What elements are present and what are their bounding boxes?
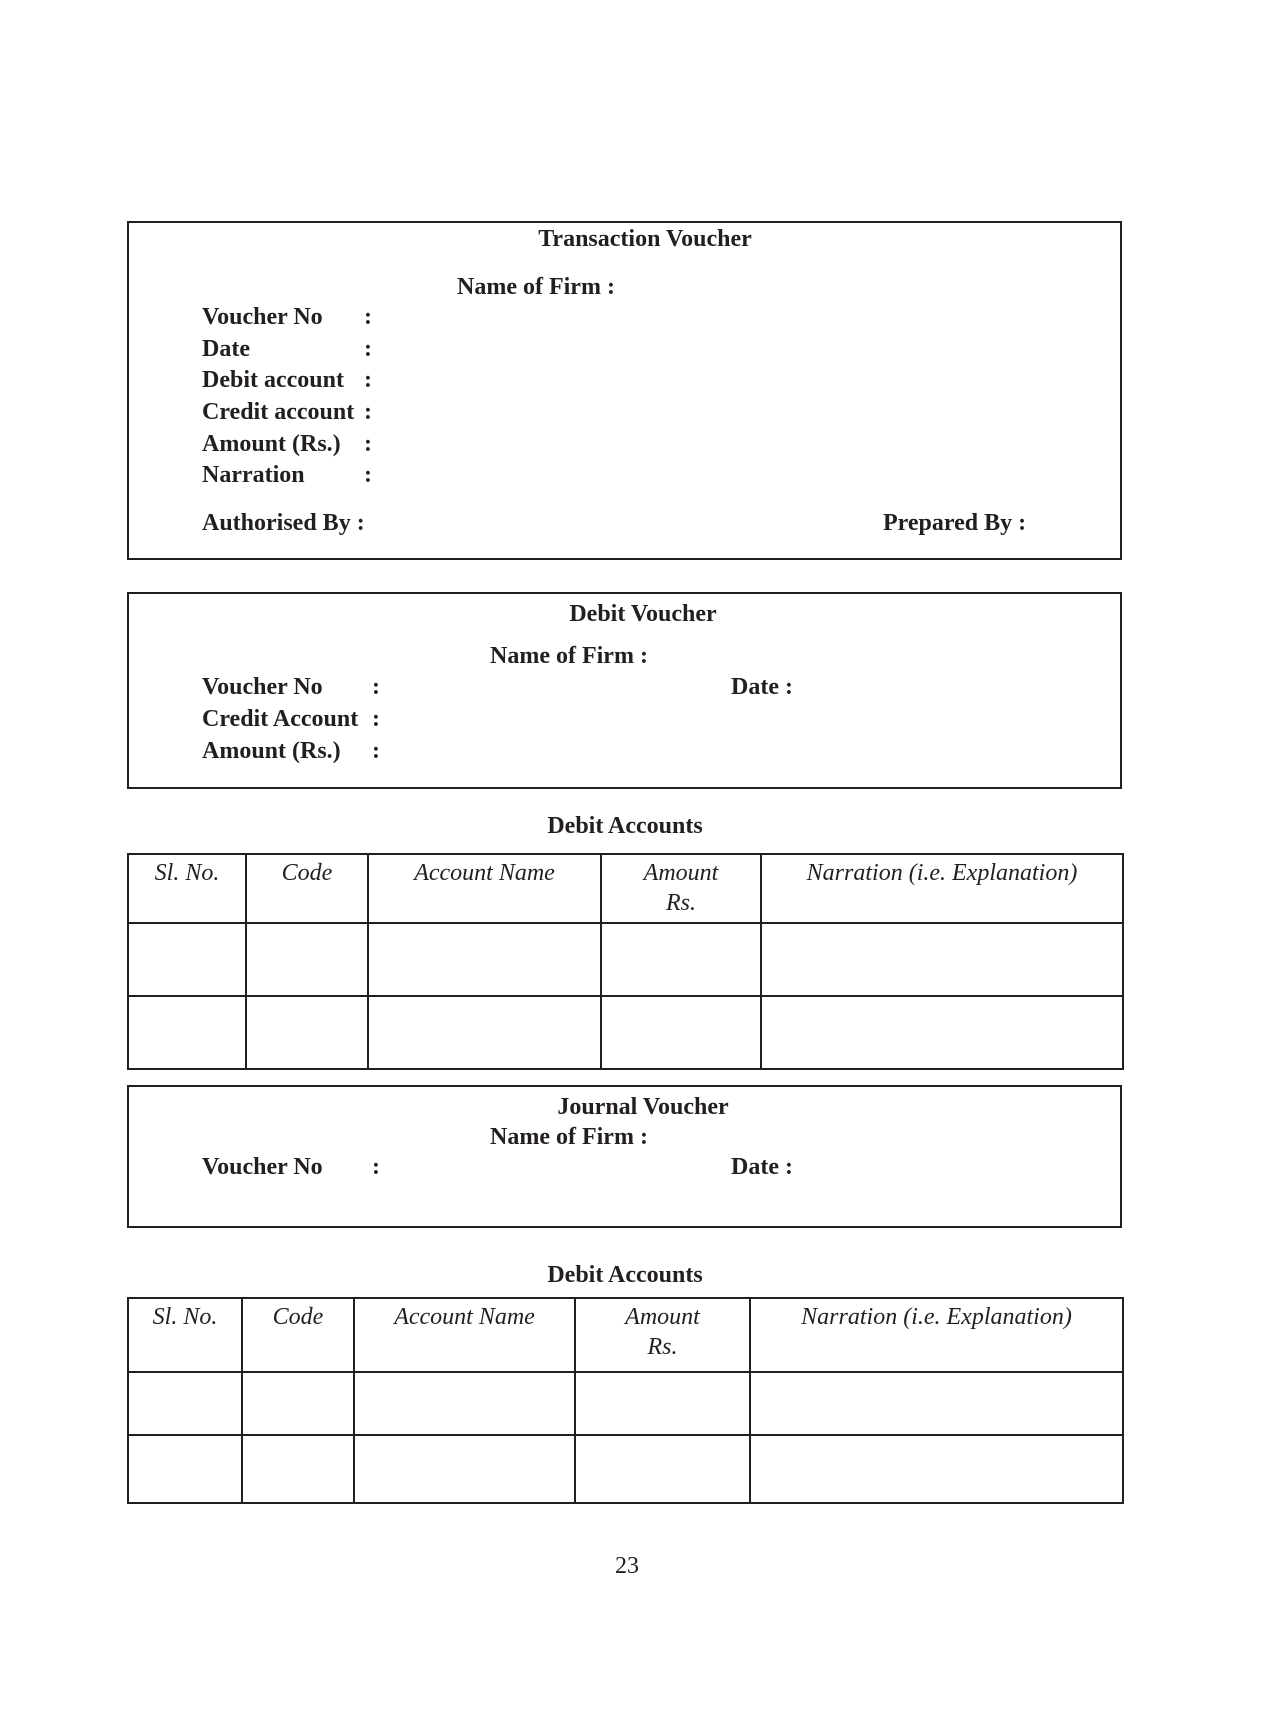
tv-authorised-by-label: Authorised By : <box>202 510 365 536</box>
debit-accounts-title-2: Debit Accounts <box>547 1262 703 1288</box>
dv-credit-account-label: Credit Account <box>202 706 359 732</box>
tv-date-label: Date <box>202 336 250 362</box>
table-cell[interactable] <box>242 1435 354 1503</box>
table-cell[interactable] <box>128 1372 242 1435</box>
table-cell[interactable] <box>368 996 601 1069</box>
tv-narration-label: Narration <box>202 462 305 488</box>
col-header-account-name: Account Name <box>354 1298 575 1372</box>
col-header-sl-no: Sl. No. <box>128 854 246 923</box>
table-cell[interactable] <box>242 1372 354 1435</box>
journal-firm-label: Name of Firm : <box>490 1124 648 1150</box>
jv-voucher-no-colon: : <box>372 1154 380 1180</box>
col-header-sl-no: Sl. No. <box>128 1298 242 1372</box>
table-cell[interactable] <box>750 1372 1123 1435</box>
col-header-narration: Narration (i.e. Explanation) <box>761 854 1123 923</box>
dv-date-label: Date : <box>731 674 793 700</box>
table-cell[interactable] <box>128 996 246 1069</box>
table-cell[interactable] <box>354 1435 575 1503</box>
dv-voucher-no-colon: : <box>372 674 380 700</box>
col-header-narration: Narration (i.e. Explanation) <box>750 1298 1123 1372</box>
tv-prepared-by-label: Prepared By : <box>883 510 1027 536</box>
tv-amount-colon: : <box>364 431 372 457</box>
dv-credit-account-colon: : <box>372 706 380 732</box>
tv-credit-account-colon: : <box>364 399 372 425</box>
page-number: 23 <box>615 1553 639 1579</box>
tv-date-colon: : <box>364 336 372 362</box>
table-cell[interactable] <box>354 1372 575 1435</box>
table-row <box>128 1435 1123 1503</box>
col-header-amount: Amount Rs. <box>575 1298 750 1372</box>
table-header-row <box>128 854 1123 923</box>
col-header-code: Code <box>242 1298 354 1372</box>
table-cell[interactable] <box>761 923 1123 996</box>
debit-voucher-title: Debit Voucher <box>569 601 717 627</box>
jv-date-label: Date : <box>731 1154 793 1180</box>
table-header-row <box>128 1298 1123 1372</box>
transaction-firm-label: Name of Firm : <box>457 274 615 300</box>
table-cell[interactable] <box>750 1435 1123 1503</box>
jv-voucher-no-label: Voucher No <box>202 1154 323 1180</box>
col-header-account-name: Account Name <box>368 854 601 923</box>
table-cell[interactable] <box>575 1372 750 1435</box>
col-header-amount: Amount Rs. <box>601 854 761 923</box>
tv-credit-account-label: Credit account <box>202 399 355 425</box>
dv-voucher-no-label: Voucher No <box>202 674 323 700</box>
col-header-code: Code <box>246 854 368 923</box>
table-cell[interactable] <box>761 996 1123 1069</box>
table-cell[interactable] <box>246 923 368 996</box>
tv-narration-colon: : <box>364 462 372 488</box>
table-cell[interactable] <box>601 923 761 996</box>
table-row <box>128 1372 1123 1435</box>
table-cell[interactable] <box>601 996 761 1069</box>
table-cell[interactable] <box>128 1435 242 1503</box>
tv-amount-label: Amount (Rs.) <box>202 431 341 457</box>
table-cell[interactable] <box>128 923 246 996</box>
dv-amount-label: Amount (Rs.) <box>202 738 341 764</box>
debit-accounts-title-1: Debit Accounts <box>547 813 703 839</box>
table-cell[interactable] <box>246 996 368 1069</box>
table-row <box>128 996 1123 1069</box>
tv-debit-account-colon: : <box>364 367 372 393</box>
tv-voucher-no-label: Voucher No <box>202 304 323 330</box>
tv-voucher-no-colon: : <box>364 304 372 330</box>
debit-voucher-firm-label: Name of Firm : <box>490 643 648 669</box>
transaction-voucher-title: Transaction Voucher <box>538 226 752 252</box>
table-cell[interactable] <box>575 1435 750 1503</box>
debit-accounts-table-2 <box>127 1297 1124 1504</box>
table-row <box>128 923 1123 996</box>
tv-debit-account-label: Debit account <box>202 367 344 393</box>
table-cell[interactable] <box>368 923 601 996</box>
journal-voucher-title: Journal Voucher <box>557 1094 729 1120</box>
dv-amount-colon: : <box>372 738 380 764</box>
debit-accounts-table-1 <box>127 853 1124 1070</box>
